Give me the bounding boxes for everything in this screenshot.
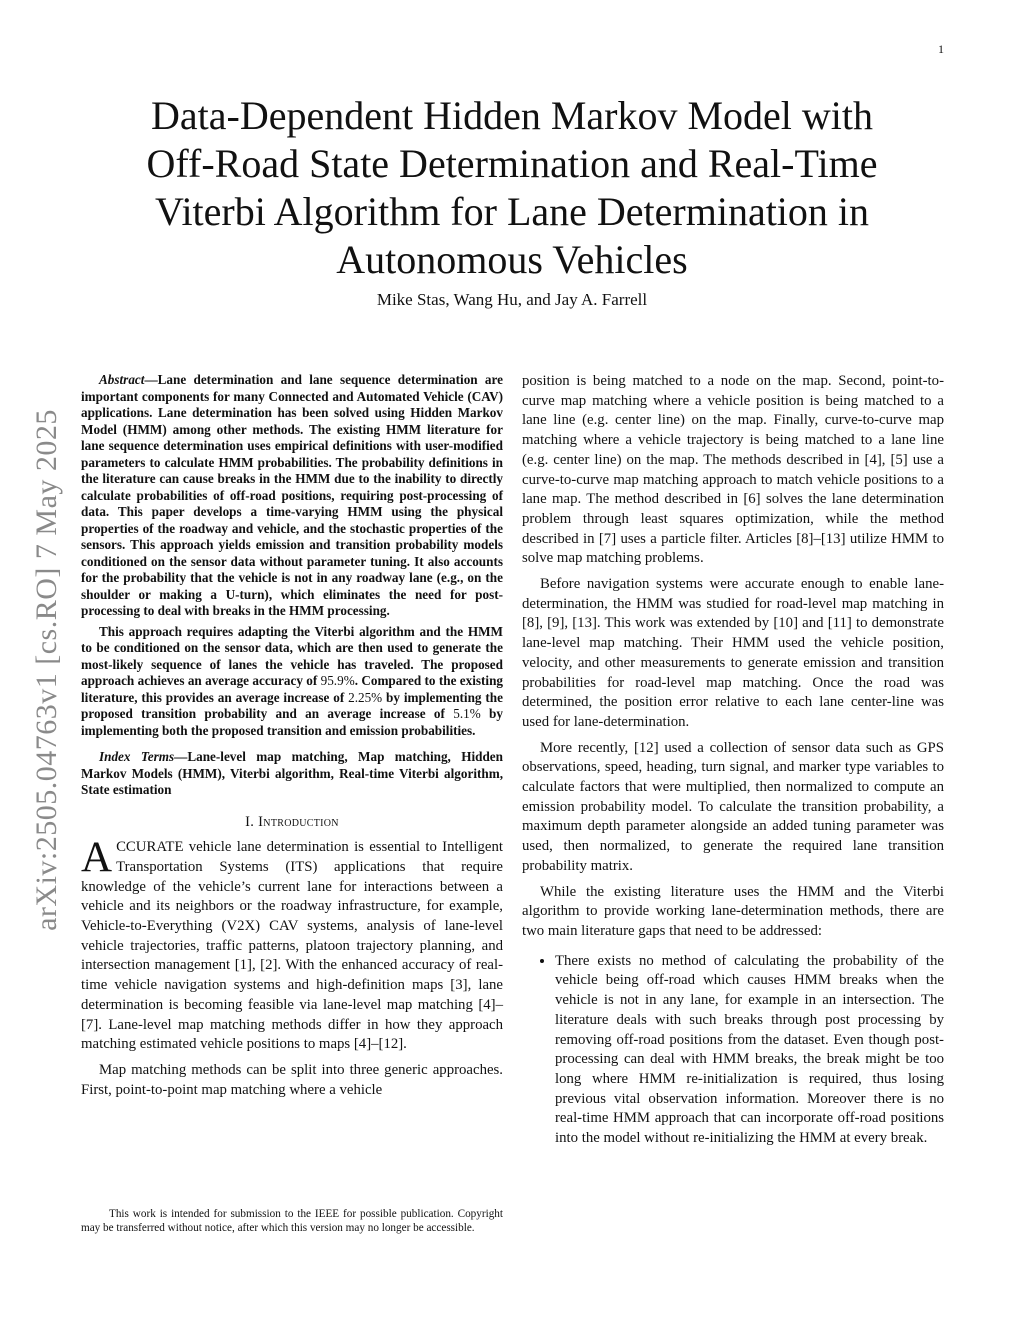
abstract-paragraph-2: [81, 624, 503, 740]
paper-title: [80, 92, 944, 284]
abstract-text: This approach requires adapting the Viterbi algorithm and the HMM to be conditioned on the sensor data, which are then used to generate the most-likely sequence of lanes the vehicle has traveled. The proposed approach achieves an average accuracy of: [81, 623, 503, 688]
index-terms-text: —Lane-level map matching, Map matching, Hidden Markov Models (HMM), Viterbi algorithm, Real-time Viterbi algorithm, State estimation: [81, 749, 503, 797]
dropcap: A: [81, 834, 113, 882]
intro-paragraph-1: [81, 834, 503, 1055]
arxiv-watermark: [32, 375, 62, 965]
section-title: Introduction: [258, 813, 339, 830]
section-number: I.: [245, 813, 255, 830]
abstract-label: Abstract: [99, 372, 145, 387]
right-paragraph-1: position is being matched to a node on the map. Second, point-to-curve map matching where a vehicle position is being matched to a lane line (e.g. center line) on the map. Finally, curve-to-curve map matching where a vehicle trajectory is being matched to a lane line (e.g. center line) on the map. The methods described in [4], [5] use a curve-to-curve map matching approach to match vehicle positions to a lane map. The method described in [6] solves the lane determination problem through least squares optimization, while the method described in [7] uses a particle filter. Articles [8]–[13] utilize HMM to solve map matching problems.: [522, 373, 944, 567]
left-column: [81, 372, 503, 1100]
abstract-paragraph-1: [81, 372, 503, 620]
abstract-text: —Lane determination and lane sequence determination are important components for many Connected and Automated Vehicle (CAV) applications. Lane determination has been solved using Hidden Markov Model (HMM) among other methods. The existing HMM literature for lane sequence determination uses empirical definitions with user-modified parameters to calculate HMM probabilities. The probability definitions in the literature can cause breaks in the HMM due to the inability to directly calculate probabilities of off-road positions, requiring post-processing of data. This paper develops a time-varying HMM using the physical properties of the roadway and vehicle, and the stochastic properties of the sensors. This approach yields emission and transition probability models conditioned on the sensor data without parameter tuning. It also accounts for the probability that the vehicle is not in any roadway lane (e.g., on the shoulder or making a U-turn), which eliminates the need for post-processing to deal with breaks in the HMM processing.: [81, 372, 503, 618]
title-line: Off-Road State Determination and Real-Time: [146, 141, 878, 186]
title-line: Data-Dependent Hidden Markov Model with: [150, 93, 874, 138]
intro-text: CCURATE vehicle lane determination is essential to Intelligent Transportation Systems (ITS) applications that require knowledge of the vehicle’s current lane for interactions between a vehicle and its neighbors or the roadway infrastructure, for example, Vehicle-to-Everything (V2X) CAV systems, analysis of lane-level vehicle trajectories, traffic patterns, platoon trajectory planning, and intersection management [1], [2]. With the enhanced accuracy of real-time vehicle navigation systems and high-definition maps [3], lane determination is becoming feasible via lane-level map matching [4]–[7]. Lane-level map matching methods differ in how they approach matching estimated vehicle positions to maps [4]–[12].: [81, 839, 503, 1053]
abstract-text: . Compared to the existing literature, this provides an average increase of: [81, 673, 504, 705]
combined-increase-value: 5.1%: [453, 706, 481, 721]
page-number: 1: [938, 42, 944, 56]
arxiv-id-text: arXiv:2505.04763v1 [cs.RO] 7 May 2025: [30, 409, 63, 931]
transition-increase-value: 2.25%: [348, 689, 383, 705]
abstract-text: by implementing the proposed transition probability and an average increase of: [81, 689, 503, 721]
right-column: [522, 372, 944, 1149]
authors: Mike Stas, Wang Hu, and Jay A. Farrell: [376, 290, 648, 309]
accuracy-value: 95.9%: [320, 673, 355, 688]
title-line: Viterbi Algorithm for Lane Determination in: [154, 189, 870, 234]
list-item: • There exists no method of calculating the probability of the vehicle being off-road which causes HMM breaks when the vehicle is not in any lane, for example in an intersection. The literature deals with such breaks through post processing by removing off-road positions from the dataset. Even though post-processing can deal with HMM breaks, the break might be too long where HMM re-initialization is required, thus losing previous vital observation information. Moreover there is no real-time HMM approach that can incorporate off-road positions into the model without re-initializing the HMM at every break.: [555, 952, 944, 1149]
footnote: This work is intended for submission to the IEEE for possible publication. Copyright may be transferred without notice, after which this version may no longer be accessible.: [81, 1208, 503, 1235]
right-paragraph-4: While the existing literature uses the HMM and the Viterbi algorithm to provide working lane-determination methods, there are two main literature gaps that need to be addressed:: [522, 883, 944, 939]
right-paragraph-3: More recently, [12] used a collection of sensor data such as GPS observations, speed, heading, turn signal, and marker type variables to calculate factors that were multiplied, then normalized to compute an emission probability model. To calculate the transition probability, a maximum depth parameter alongside an added tuning parameter was used, then normalized, to generate the required lane transition probability matrix.: [522, 739, 944, 874]
literature-gaps-list: [522, 952, 944, 1149]
index-terms: [81, 749, 503, 799]
title-line: Autonomous Vehicles: [336, 237, 688, 282]
right-paragraph-2: Before navigation systems were accurate enough to enable lane-determination, the HMM was studied for road-level map matching in [8], [9], [13]. This work was extended by [10] and [11] to demonstrate lane-level map matching. Their HMM used the vehicle position, velocity, and other measurements to generate emission and transition probabilities for road-level map matching. Once the road was determined, the position error relative to each lane center-line was used for lane-determination.: [522, 576, 944, 730]
intro-paragraph-2: Map matching methods can be split into three generic approaches. First, point-to-point map matching where a vehicle: [81, 1061, 503, 1098]
index-terms-label: Index Terms: [99, 749, 175, 764]
section-heading: [81, 813, 503, 833]
abstract-text: by implementing both the proposed transition and emission probabilities.: [81, 706, 503, 738]
